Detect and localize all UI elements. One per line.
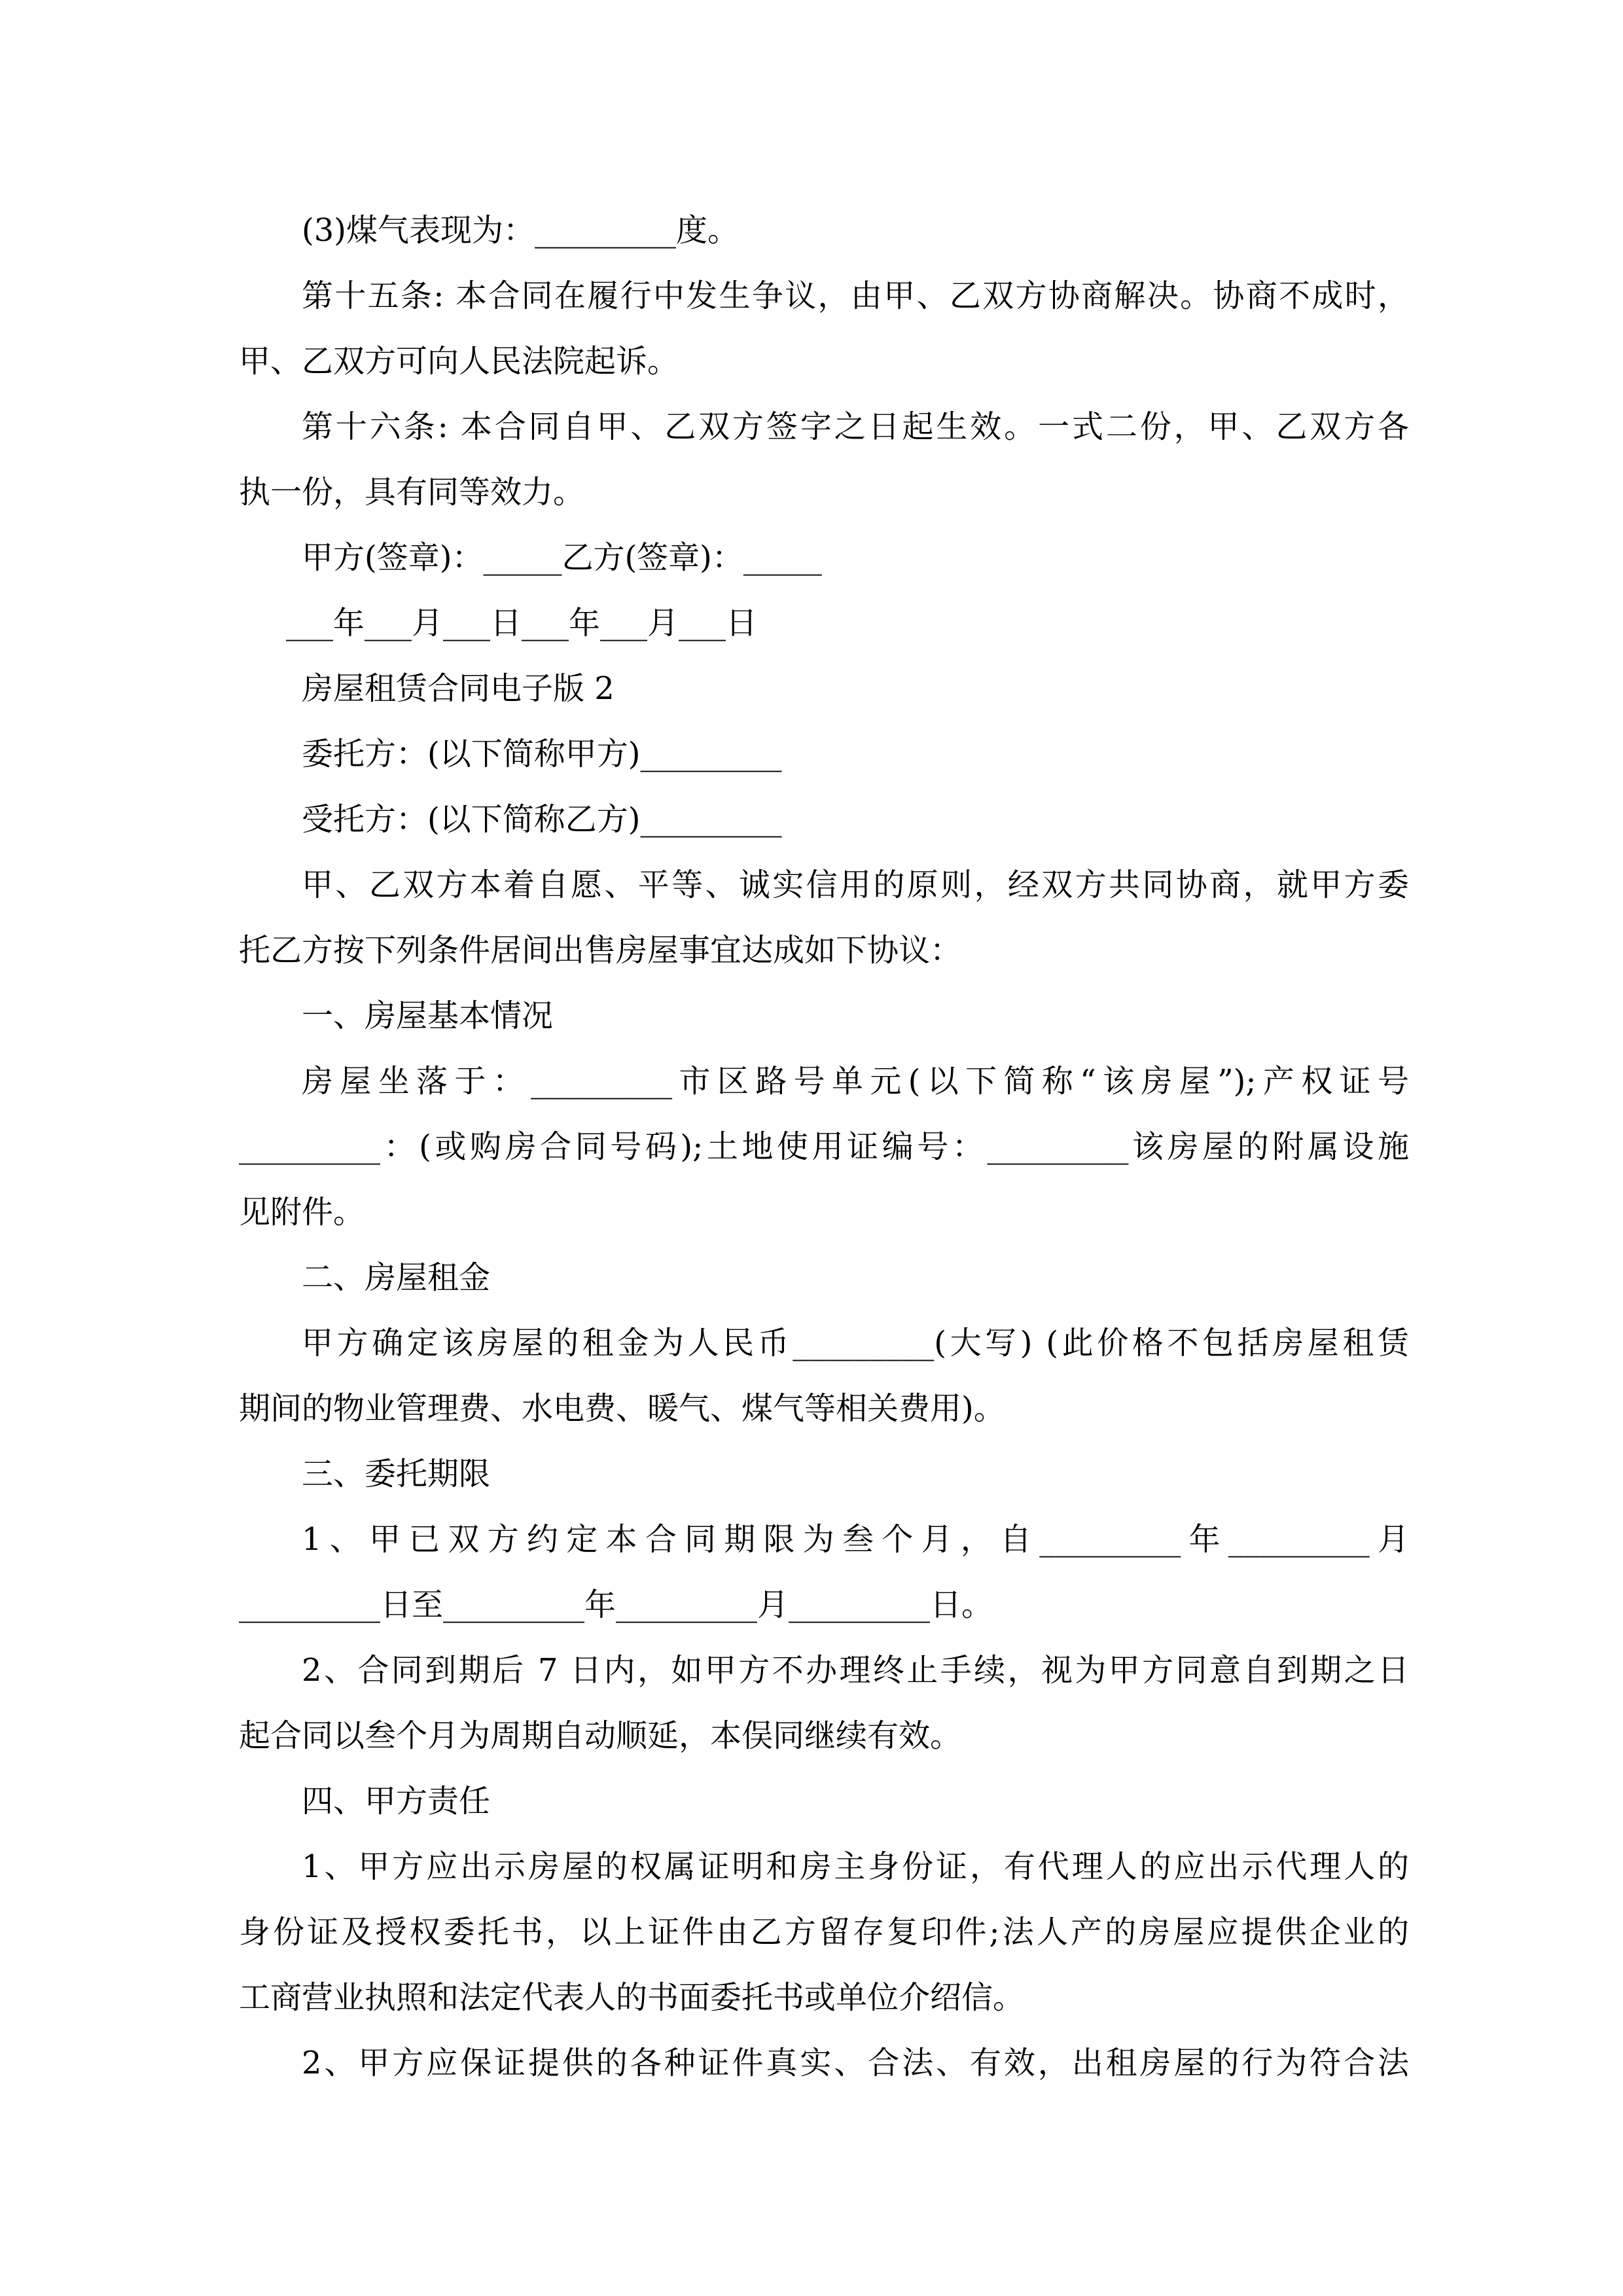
document-line: 房屋租赁合同电子版 2 — [302, 670, 615, 707]
document-line: 1、甲方应出示房屋的权属证明和房主身份证，有代理人的应出示代理人的 — [302, 1848, 1409, 1885]
document-line: (3)煤气表现为：_________度。 — [302, 212, 739, 249]
document-line: 执一份，具有同等效力。 — [239, 474, 585, 511]
document-line: 甲方确定该房屋的租金为人民币_________(大写) (此价格不包括房屋租赁 — [302, 1325, 1409, 1361]
document-line: 甲、乙双方可向人民法院起诉。 — [239, 343, 679, 380]
document-line: _________：(或购房合同号码);土地使用证编号：_________该房屋的附属设施 — [239, 1128, 1409, 1165]
document-line: _________日至_________年_________月_________日。 — [239, 1587, 993, 1623]
document-line: 1、甲已双方约定本合同期限为叁个月，自_________年_________月 — [302, 1521, 1409, 1558]
contract-text-block — [239, 198, 1409, 2096]
document-line: 起合同以叁个月为周期自动顺延，本俣同继续有效。 — [239, 1717, 962, 1754]
document-line: 甲、乙双方本着自愿、平等、诚实信用的原则，经双方共同协商，就甲方委 — [302, 867, 1409, 903]
document-line: 受托方：(以下简称乙方)_________ — [302, 801, 782, 838]
document-line: 2、合同到期后 7 日内，如甲方不办理终止手续，视为甲方同意自到期之日 — [302, 1652, 1409, 1689]
document-line: 一、房屋基本情况 — [302, 997, 554, 1034]
document-line: 身份证及授权委托书，以上证件由乙方留存复印件;法人产的房屋应提供企业的 — [239, 1914, 1409, 1950]
document-line: ___年___月___日___年___月___日 — [286, 605, 758, 641]
document-line: 第十五条: 本合同在履行中发生争议，由甲、乙双方协商解决。协商不成时， — [302, 278, 1409, 314]
document-line: 托乙方按下列条件居间出售房屋事宜达成如下协议： — [239, 932, 962, 969]
document-line: 二、房屋租金 — [302, 1259, 491, 1296]
document-line: 第十六条: 本合同自甲、乙双方签字之日起生效。一式二份，甲、乙双方各 — [302, 408, 1409, 445]
document-line: 见附件。 — [239, 1194, 365, 1230]
document-line: 2、甲方应保证提供的各种证件真实、合法、有效，出租房屋的行为符合法 — [302, 2045, 1409, 2081]
document-line: 甲方(签章)：_____乙方(签章)：_____ — [302, 539, 822, 576]
document-line: 委托方：(以下简称甲方)_________ — [302, 736, 782, 772]
document-line: 三、委托期限 — [302, 1456, 491, 1492]
document-line: 房屋坐落于：_________市区路号单元(以下简称“该房屋”);产权证号 — [302, 1063, 1409, 1100]
document-line: 四、甲方责任 — [302, 1783, 491, 1820]
document-line: 期间的物业管理费、水电费、暖气、煤气等相关费用)。 — [239, 1390, 1005, 1427]
document-line: 工商营业执照和法定代表人的书面委托书或单位介绍信。 — [239, 1979, 1025, 2016]
